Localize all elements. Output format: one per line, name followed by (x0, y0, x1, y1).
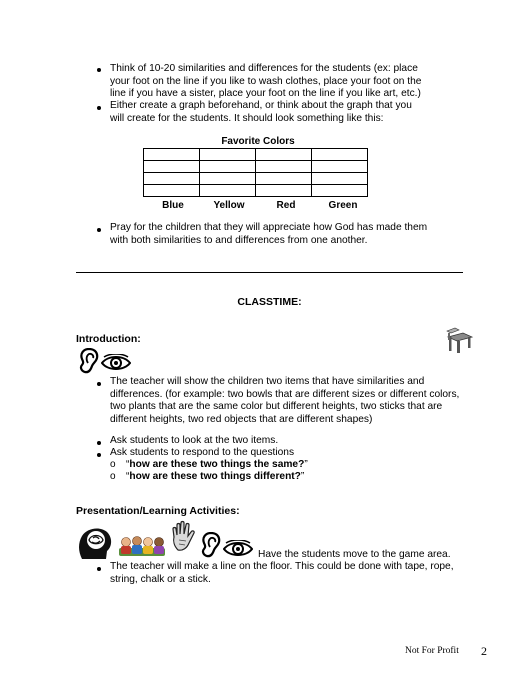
sub-bullet-marker: o (110, 471, 116, 482)
children-group-icon (117, 534, 167, 558)
table-cell (200, 173, 256, 185)
presentation-heading: Presentation/Learning Activities: (76, 505, 240, 517)
open-quote: “ (126, 471, 130, 482)
table-cell (256, 173, 312, 185)
thinking-head-icon (76, 525, 114, 561)
close-quote: ” (304, 459, 308, 470)
table-cell (144, 173, 200, 185)
table-cell (312, 161, 368, 173)
bullet-text: Ask students to look at the two items. (110, 435, 279, 446)
bullet-text: Ask students to respond to the questions (110, 447, 295, 458)
bullet-marker (97, 228, 101, 232)
table-cell (312, 185, 368, 197)
bullet-text (110, 63, 421, 101)
presentation-inline-text: Have the students move to the game area. (258, 549, 451, 560)
sub-bullet-marker: o (110, 459, 116, 470)
question-text: how are these two things the same? (129, 459, 305, 470)
bullet-text (110, 100, 412, 125)
category-label: Red (276, 200, 296, 211)
section-divider (76, 272, 463, 273)
text-line: line if you have a sister, place your foot on the line if you like art, etc.) (110, 88, 421, 100)
text-line: Think of 10-20 similarities and differences for the students (ex: place (110, 63, 418, 74)
section-heading: CLASSTIME: (237, 296, 302, 308)
bullet-marker (97, 106, 101, 110)
text-line: will create for the students. It should look something like this: (110, 112, 384, 124)
table-row (144, 173, 368, 185)
table-cell (256, 149, 312, 161)
table-cell (144, 149, 200, 161)
bullet-text (110, 561, 454, 586)
chart-title: Favorite Colors (221, 136, 295, 147)
text-line: with both similarities to and differences from one another. (110, 234, 368, 246)
table-cell (144, 185, 200, 197)
bullet-marker (97, 567, 101, 571)
eye-icon (223, 540, 253, 558)
table-row (144, 185, 368, 197)
table-cell (144, 161, 200, 173)
favorite-colors-table (143, 148, 368, 197)
table-cell (312, 173, 368, 185)
question-same (126, 459, 308, 472)
close-quote: ” (300, 471, 305, 482)
bullet-marker (97, 453, 101, 457)
text-line: differences. (for example: two bowls that are different sizes or different colors, (110, 388, 460, 400)
text-line: different heights, two red objects that are different shapes) (110, 413, 373, 425)
table-cell (256, 161, 312, 173)
table-cell (200, 161, 256, 173)
page-number: 2 (481, 644, 487, 658)
table-row (144, 149, 368, 161)
table-row (144, 161, 368, 173)
bullet-text (110, 376, 459, 426)
bullet-text (110, 222, 427, 247)
text-line: Either create a graph beforehand, or think about the graph that you (110, 100, 412, 111)
text-line: your foot on the line if you like to wash clothes, place your foot on the (110, 75, 422, 87)
text-line: two plants that are the same color but different heights, two sticks that are (110, 401, 443, 413)
open-quote: “ (126, 459, 130, 470)
eye-icon (101, 354, 131, 372)
ear-icon (200, 532, 222, 558)
category-label: Yellow (213, 200, 245, 211)
category-label: Blue (162, 200, 184, 211)
school-desk-icon (445, 327, 475, 355)
ear-icon (78, 348, 100, 374)
table-cell (312, 149, 368, 161)
footer-label: Not For Profit (405, 646, 459, 656)
category-label: Green (328, 200, 358, 211)
question-text: how are these two things different? (129, 471, 301, 482)
hand-icon (170, 520, 196, 552)
table-cell (256, 185, 312, 197)
text-line: string, chalk or a stick. (110, 573, 211, 585)
intro-heading: Introduction: (76, 333, 141, 345)
text-line: The teacher will show the children two items that have similarities and (110, 376, 425, 387)
bullet-marker (97, 68, 101, 72)
table-cell (200, 149, 256, 161)
text-line: The teacher will make a line on the floor. This could be done with tape, rope, (110, 561, 454, 572)
table-cell (200, 185, 256, 197)
bullet-marker (97, 441, 101, 445)
bullet-marker (97, 382, 101, 386)
question-different (126, 471, 304, 484)
text-line: Pray for the children that they will appreciate how God has made them (110, 222, 428, 233)
